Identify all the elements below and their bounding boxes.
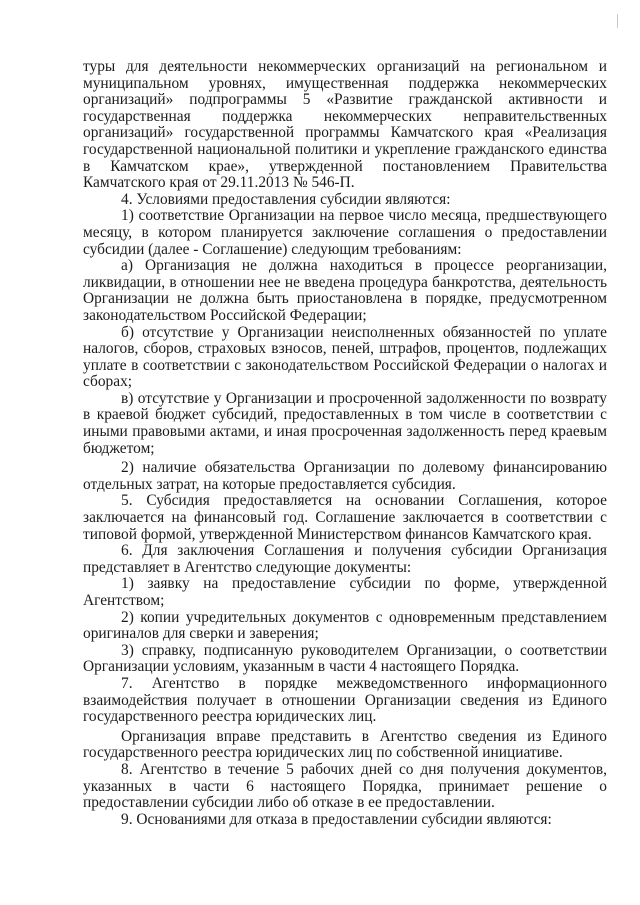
paragraph-item-7: 7. Агентство в порядке межведомственного информационного взаимодействия получает в отношении Организации сведения из Единого государственного реестра юридических лиц. [83,674,607,726]
paragraph-item-6-1: 1) заявку на предоставление субсидии по форме, утвержденной Агентством; [83,575,607,609]
paragraph-item-4-1-b: б) отсутствие у Организации неисполненных обязанностей по уплате налогов, сборов, страховых взносов, пеней, штрафов, процентов, подлежащих уплате в соответствии с законодательством Российской Федерации о налогах и сборах; [83,323,607,391]
paragraph-item-5: 5. Субсидия предоставляется на основании Соглашения, которое заключается на финансовый год. Соглашение заключается в соответствии с типовой формой, утвержденной Министерством финансов Камчатского края. [83,492,607,543]
paragraph-initiative: Организация вправе представить в Агентство сведения из Единого государственного реестра юридических лиц по собственной инициативе. [83,727,607,762]
paragraph-item-4-1-a: а) Организация не должна находиться в процессе реорганизации, ликвидации, в отношении нее не введена процедура банкротства, деятельность Организации не должна быть приостановлена в порядке, предусмотренном законодательством Российской Федерации; [83,257,607,324]
document-body [83,59,607,828]
paragraph-item-8: 8. Агентство в течение 5 рабочих дней со дня получения документов, указанных в части 6 настоящего Порядка, принимает решение о предоставлении субсидии либо об отказе в ее предоставлении. [83,760,607,812]
scan-mark [617,14,618,28]
paragraph-item-4-1: 1) соответствие Организации на первое число месяца, предшествующего месяцу, в котором планируется заключение соглашения о предоставлении субсидии (далее - Соглашение) следующим требованиям: [83,207,607,258]
paragraph-item-4: 4. Условиями предоставления субсидии являются: [121,190,451,208]
paragraph-item-4-2: 2) наличие обязательства Организации по долевому финансированию отдельных затрат, на которые предоставляется субсидия. [83,459,607,493]
paragraph-item-6-2: 2) копии учредительных документов с одновременным представлением оригиналов для сверки и заверения; [83,608,607,643]
paragraph-item-6: 6. Для заключения Соглашения и получения субсидии Организация представляет в Агентство следующие документы: [83,542,607,576]
paragraph-item-4-1-v: в) отсутствие у Организации и просроченной задолженности по возврату в краевой бюджет субсидий, предоставленных в том числе в соответствии с иными правовыми актами, и иная просроченная задолженность перед краевым бюджетом; [83,389,607,457]
paragraph-continuation: туры для деятельности некоммерческих организаций на региональном и муниципальном уровнях, имущественная поддержка некоммерческих организаций» подпрограммы 5 «Развитие гражданской активности и государственная поддержка некоммерческих неправительственных организаций» государственной программы Камчатского края «Реализация государственной национальной политики и укрепление гражданского единства в Камчатском крае», утвержденной постановлением Правительства Камчатского края от 29.11.2013 № 546-П. [83,58,607,192]
paragraph-item-9: 9. Основаниями для отказа в предоставлении субсидии являются: [121,810,552,828]
paragraph-item-6-3: 3) справку, подписанную руководителем Организации, о соответствии Организации условиям, указанным в части 4 настоящего Порядка. [83,641,607,676]
